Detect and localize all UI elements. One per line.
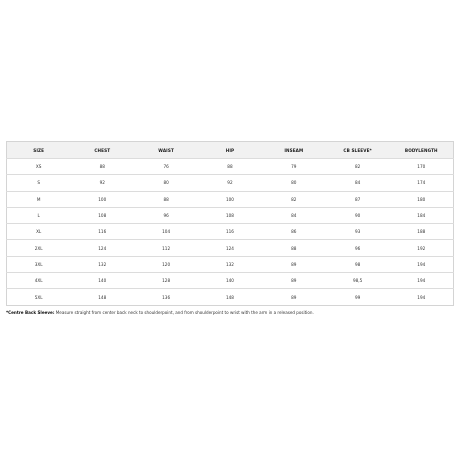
cell-waist: 88 xyxy=(134,191,198,207)
table-row xyxy=(7,224,454,240)
cell-bodylength: 194 xyxy=(417,294,426,300)
header-bodylength: BODYLENGTH xyxy=(390,142,454,159)
cell-waist: 128 xyxy=(134,273,198,289)
cell-size: 5XL xyxy=(34,294,43,300)
cell-size: XL xyxy=(7,224,71,240)
cell-chest: 148 xyxy=(98,294,107,300)
cell-chest: 140 xyxy=(70,273,134,289)
cell-size: L xyxy=(7,207,71,223)
cell-cb-sleeve: 84 xyxy=(326,175,390,191)
cell-inseam: 84 xyxy=(262,207,326,223)
cell-waist: 96 xyxy=(134,207,198,223)
cell-chest: 124 xyxy=(70,240,134,256)
cell-waist: 80 xyxy=(134,175,198,191)
cell-chest: 132 xyxy=(70,256,134,272)
cell-bodylength: 194 xyxy=(390,273,454,289)
cell-cb-sleeve: 96 xyxy=(326,240,390,256)
cell-hip: 124 xyxy=(198,240,262,256)
cell-hip: 88 xyxy=(198,159,262,175)
cell-size: 3XL xyxy=(7,256,71,272)
header-waist: WAIST xyxy=(134,142,198,159)
cell-waist: 120 xyxy=(134,256,198,272)
header-row xyxy=(7,142,454,159)
cell-cb-sleeve: 98,5 xyxy=(326,273,390,289)
cell-waist: 112 xyxy=(134,240,198,256)
size-chart-body xyxy=(7,159,454,306)
header-inseam: INSEAM xyxy=(262,142,326,159)
cell-size: 2XL xyxy=(7,240,71,256)
cell-chest: 100 xyxy=(70,191,134,207)
cell-hip: 116 xyxy=(198,224,262,240)
cell-cb-sleeve: 82 xyxy=(326,159,390,175)
cell-hip: 140 xyxy=(198,273,262,289)
size-chart-table xyxy=(6,141,454,306)
table-row xyxy=(7,289,454,305)
cell-inseam: 88 xyxy=(262,240,326,256)
cell-chest: 92 xyxy=(70,175,134,191)
table-row xyxy=(7,207,454,223)
cell-bodylength: 188 xyxy=(390,224,454,240)
cell-cb-sleeve: 90 xyxy=(326,207,390,223)
cell-hip: 100 xyxy=(198,191,262,207)
table-row xyxy=(7,256,454,272)
cell-bodylength: 170 xyxy=(390,159,454,175)
table-row xyxy=(7,159,454,175)
cell-cb-sleeve: 87 xyxy=(326,191,390,207)
cell-waist: 76 xyxy=(134,159,198,175)
cell-inseam: 86 xyxy=(262,224,326,240)
cell-hip: 132 xyxy=(198,256,262,272)
cell-hip: 108 xyxy=(198,207,262,223)
cell-hip: 92 xyxy=(198,175,262,191)
footnote-text: Measure straight from center back neck to shoulderpoint, and from shoulderpoint to wrist with the arm in a released position. xyxy=(54,310,314,315)
cell-cb-sleeve: 93 xyxy=(326,224,390,240)
cell-size: XS xyxy=(7,159,71,175)
cell-bodylength: 180 xyxy=(390,191,454,207)
footnote-term: *Centre Back Sleeve: xyxy=(6,310,55,315)
cell-bodylength: 184 xyxy=(390,207,454,223)
cell-cb-sleeve: 98 xyxy=(326,256,390,272)
cell-inseam: 89 xyxy=(262,256,326,272)
cell-chest: 88 xyxy=(70,159,134,175)
table-row xyxy=(7,240,454,256)
cell-bodylength: 174 xyxy=(390,175,454,191)
header-chest: CHEST xyxy=(70,142,134,159)
cell-hip: 148 xyxy=(225,294,234,300)
table-row xyxy=(7,191,454,207)
table-row xyxy=(7,273,454,289)
cell-bodylength: 194 xyxy=(390,256,454,272)
cell-size: 4XL xyxy=(7,273,71,289)
cell-size: S xyxy=(7,175,71,191)
header-cb-sleeve: CB SLEEVE* xyxy=(326,142,390,159)
cell-waist: 136 xyxy=(162,294,171,300)
cell-cb-sleeve: 99 xyxy=(354,294,361,300)
cell-inseam: 89 xyxy=(262,273,326,289)
header-size: SIZE xyxy=(7,142,71,159)
header-hip: HIP xyxy=(198,142,262,159)
table-row xyxy=(7,175,454,191)
cell-waist: 104 xyxy=(134,224,198,240)
cell-size: M xyxy=(7,191,71,207)
cell-inseam: 79 xyxy=(262,159,326,175)
cell-inseam: 89 xyxy=(291,294,297,300)
cell-inseam: 82 xyxy=(262,191,326,207)
cell-chest: 108 xyxy=(70,207,134,223)
sleeve-footnote xyxy=(6,310,454,315)
cell-inseam: 80 xyxy=(262,175,326,191)
size-chart-header xyxy=(7,142,454,159)
cell-bodylength: 192 xyxy=(390,240,454,256)
cell-chest: 116 xyxy=(70,224,134,240)
